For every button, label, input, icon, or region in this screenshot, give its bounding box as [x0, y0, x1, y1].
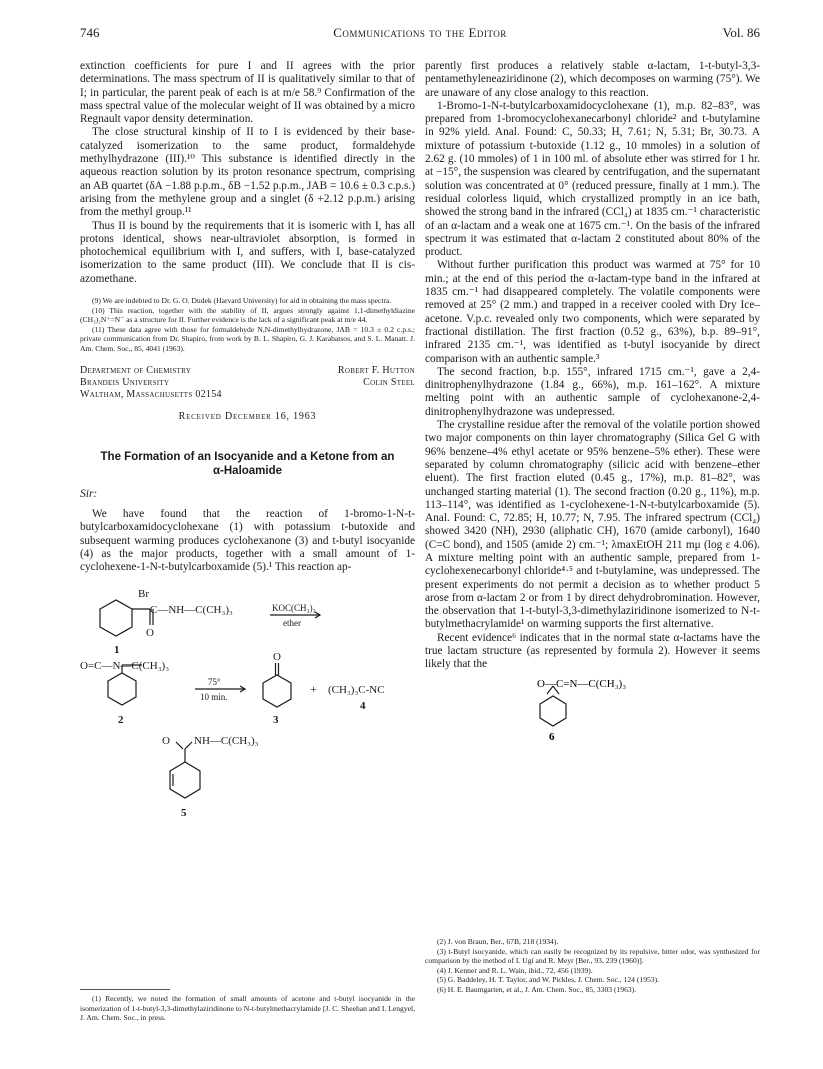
- paragraph: extinction coefficients for pure I and II agrees with the prior determinations. The mass spectrum of II is qualitatively similar to that of I; in particular, the parent peak of each is at m/e 58.⁹ Confirmation of the mass spectral value of the molecular weight of II was obtained by a micro Regnault vapor density determination.: [80, 60, 415, 126]
- compound-number-4: 4: [360, 699, 366, 712]
- paragraph: The second fraction, b.p. 155°, infrared 1715 cm.⁻¹, gave a 2,4-dinitrophenylhydrazone (1.84 g., 66%), m.p. 161–162°. A mixture melting point with an authentic sample of cyclohexanone-2,4-dinitrophenylhydrazone was undepressed.: [425, 365, 760, 418]
- salutation: Sir:: [80, 488, 98, 501]
- footnote-6: (6) H. E. Baumgarten, et al., J. Am. Chem. Soc., 85, 3303 (1963).: [437, 984, 637, 994]
- paragraph: The crystalline residue after the removal of the volatile portion showed two major components on thin layer chromatography (Silica Gel G with 96% benzene–4% ethyl acetate or 95% benzene–5% ether). These were separated by column chromatography (silicic acid with benzene–ether eluent). The first fraction eluted (0.45 g., 17%), m.p. 81–82°, was unchanged starting material (1). The second fraction (0.20 g., 11%), m.p. 113–114°, was identified as 1-cyclohexene-1-N-t-butylcarboxamide (5). Anal. Found: C, 72.85; H, 10.77; N, 7.95. The infrared spectrum (CCl₄) showed 3420 (NH), 2930 (aliphatic CH), 1670 (amide carbonyl), 1640 (C=C bond), and 1505 (amide 2) cm.⁻¹; λmaxEtOH 211 mμ (log ε 4.06). A mixture melting point with an authentic sample, prepared from 1-cyclohexenecarbonyl chloride⁴·⁵ and t-butylamine, was undepressed. The present experiments do not permit a decision as to whether product 5 arose from α-lactam 2 or from 1 by direct dehydrobromination. However, the observation that 1-t-butyl-3,3-dimethylaziridinone isomerized to N-t-butylmethacrylamide¹ on warming supports the first alternative.: [425, 419, 760, 631]
- bond: [185, 742, 192, 749]
- footnote-2: (2) J. von Braun, Ber., 67B, 218 (1934).: [437, 937, 559, 946]
- right-footnotes: [425, 937, 760, 994]
- paragraph: Thus II is bound by the requirements that it is isomeric with I, has all protons identical, shows near-ultraviolet absorption, is formed in photochemical equilibrium with I, and suffers, with I, base-catalyzed isomerization to the same product (III). We conclude that II is cis-azomethane.: [80, 219, 415, 285]
- plus-sign: +: [310, 681, 317, 696]
- title-line: α-Haloamide: [212, 465, 283, 478]
- compound-number-1: 1: [114, 643, 120, 656]
- left-column: [80, 60, 415, 841]
- cyclohexane-ring-6: [540, 696, 566, 726]
- paragraph: We have found that the reaction of 1-bromo-1-N-t-butylcarboxamidocyclohexane (1) with potassium t-butoxide and subsequent warming produces cyclohexanone (3) and t-butyl isocyanide (4) as the major products, together with a small amount of 1-cyclohexene-1-N-t-butylcarboxamide (5).¹ This reaction ap-: [80, 508, 415, 574]
- paragraph: 1-Bromo-1-N-t-butylcarboxamidocyclohexane (1), m.p. 82–83°, was prepared from 1-bromocyclohexanecarbonyl chloride² and t-butylamine in 92% yield. Anal. Found: C, 50.33; H, 7.61; N, 5.31; Br, 30.73. A mixture of potassium t-butoxide (1.12 g., 10 mmoles) in a solution of 2.62 g. (10 mmoles) of 1 in 100 ml. of absolute ether was stirred for 1 hr. at −15°, the suspension was cleared by centrifugation, and the supernatant solution was concentrated at 0° (reduced pressure, finally at 1 mm.). The residual colorless liquid, which crystallized promptly in an ice bath, showed the strong band in the infrared (CCl₄) at 1835 cm.⁻¹ characteristic of an α-lactam and a weak one at 1675 cm.⁻¹. On the basis of the infrared spectrum it was estimated that α-lactam 2 constituted about 80% of the product.: [425, 99, 760, 259]
- location: Waltham, Massachusetts 02154: [80, 389, 222, 401]
- ketone-o-label: O: [273, 650, 281, 663]
- paragraph: Without further purification this product was warmed at 75° for 10 min.; at the end of this period the α-lactam-type band in the infrared at 1835 cm.⁻¹ had disappeared completely. The volatile components were removed at 25° (2 mm.) and trapped in a receiver cooled with Dry Ice–acetone. V.p.c. revealed only two components, which were separated by fractional distillation. The first fraction (0.52 g., 63%), b.p. 89–91°, infrared 2135 cm.⁻¹, was identified as t-butyl isocyanide by direct comparison with an authentic sample.³: [425, 259, 760, 365]
- footnotes-block: [80, 296, 415, 353]
- footnote-11: (11) These data agree with those for formaldehyde N,N-dimethylhydrazone, JAB = 10.3 ± 0.2 c.p.s.; private communication from Dr. Shapiro, from work by B. L. Shapiro, G. J. Karabatsos, and S. L. Manatt. J. Am. Chem. Soc., 85, 4041 (1963).: [80, 324, 415, 353]
- reagent-label: KOC(CH₃)₃: [272, 602, 316, 613]
- paragraph: parently first produces a relatively stable α-lactam, 1-t-butyl-3,3-pentamethyleneaziridinone (2), which decomposes on warming (75°). We are unaware of any close analogy to this reaction.: [425, 60, 760, 99]
- title-line: The Formation of an Isocyanide and a Ketone from an: [100, 451, 395, 464]
- structure-6-drawing: [425, 676, 760, 742]
- amide-o-label: O: [162, 734, 170, 747]
- footnote-3: (3) t-Butyl isocyanide, which can easily be recognized by its repulsive, bitter odor, was synthesized for comparison by the method of I. Ugi and R. Meyr [Ber., 93, 239 (1960)].: [425, 946, 760, 965]
- lactam-label: O=C—N—C(CH₃)₃: [80, 659, 170, 672]
- footnote-divider: [80, 989, 170, 990]
- compound-number-5: 5: [181, 806, 187, 819]
- bond: [176, 742, 183, 749]
- temperature-label: 75°: [208, 676, 221, 687]
- carbonyl-o-label: O: [146, 626, 154, 639]
- bromo-label: Br: [138, 587, 149, 600]
- running-header: [80, 25, 760, 41]
- affiliation-block: [80, 365, 415, 405]
- reaction-scheme: [80, 581, 415, 841]
- paragraph: Recent evidence⁶ indicates that in the normal state α-lactams have the true lactam structure (as represented by formula 2). However it seems likely that the: [425, 631, 760, 671]
- article-title: [80, 450, 415, 478]
- compound-number-3: 3: [273, 713, 279, 726]
- time-label: 10 min.: [200, 691, 228, 702]
- university: Brandeis University: [80, 377, 170, 389]
- footnote-9: (9) We are indebted to Dr. G. O. Dudek (Harvard University) for aid in obtaining the mass spectra.: [92, 296, 392, 306]
- footnote-1: (1) Recently, we noted the formation of small amounts of acetone and t-butyl isocyanide in the isomerization of 1-t-butyl-3,3-dimethylaziridinone to N-t-butylmethacrylamide [J. C. Sheehan and I. Lengyel, J. Am. Chem. Soc., in press.: [80, 994, 415, 1022]
- journal-section: Communications to the Editor: [333, 25, 507, 40]
- structure-6-label: O—C=N—C(CH₃)₃: [537, 677, 627, 690]
- footnote-4: (4) J. Kenner and R. L. Wain, ibid., 72, 456 (1939).: [437, 965, 593, 975]
- received-date: Received December 16, 1963: [178, 411, 317, 423]
- footnote-5: (5) G. Baddeley, H. T. Taylor, and W. Pickles, J. Chem. Soc., 124 (1953).: [437, 975, 660, 984]
- paragraph: The close structural kinship of II to I is evidenced by their base-catalyzed isomerization to the same product, formaldehyde methylhydrazone (III).¹⁰ This substance is identified directly in the aqueous reaction solution by its proton resonance spectrum, comprising an AB quartet (δA −1.88 p.p.m., δB −1.52 p.p.m., JAB = 10.6 ± 0.3 c.p.s.) arising from the methylene group and a singlet (δ +2.12 p.p.m.) arising from the methyl group.¹¹: [80, 126, 416, 219]
- compound-number-2: 2: [118, 713, 124, 726]
- footnote-10: (10) This reaction, together with the stability of II, argues strongly against 1,1-dimethyldiazine (CH₃)₂N⁺=N⁻ as a structure for II. Further evidence is the lack of a significant peak at m/e 44.: [80, 305, 415, 325]
- amide-group-label: C—NH—C(CH₃)₃: [150, 603, 233, 616]
- department: Department of Chemistry: [80, 365, 192, 377]
- cyclohexane-ring-2: [108, 673, 136, 705]
- left-bottom-footnote: [80, 983, 415, 1023]
- amide-nh-label: NH—C(CH₃)₃: [194, 734, 259, 747]
- structure-6: [425, 676, 760, 747]
- solvent-label: ether: [283, 617, 301, 628]
- compound-number-6: 6: [549, 730, 555, 742]
- right-column: [425, 60, 760, 755]
- isocyanide-label: (CH₃)₃C-NC: [328, 683, 385, 696]
- volume-number: Vol. 86: [722, 25, 760, 40]
- reaction-scheme-drawing: [80, 581, 415, 841]
- cyclohexene-ring: [170, 762, 200, 798]
- page-number: 746: [80, 25, 100, 40]
- author: Colin Steel: [363, 377, 415, 389]
- author: Robert F. Hutton: [337, 365, 415, 377]
- cyclohexane-ring-1: [100, 600, 132, 636]
- cyclohexanone-ring: [263, 675, 291, 707]
